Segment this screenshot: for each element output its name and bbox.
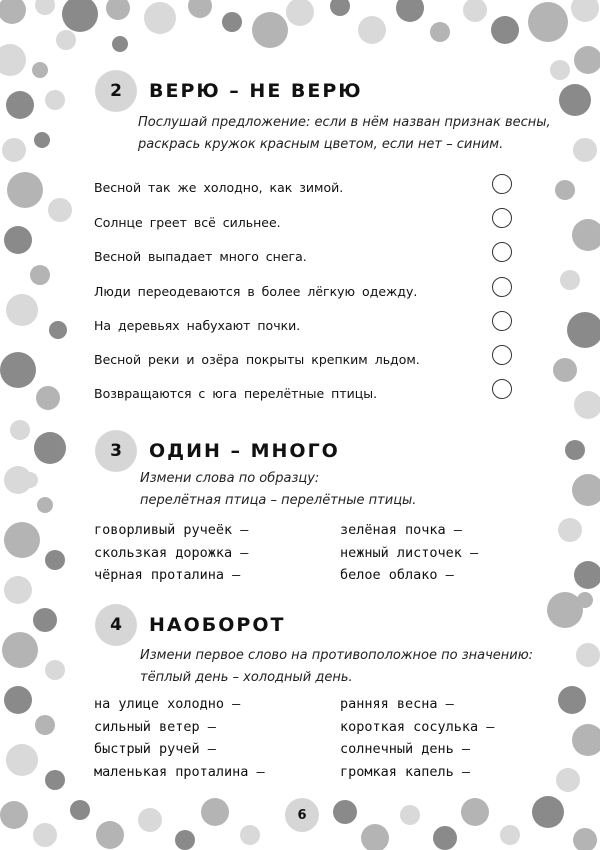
section-3-right-2: нежный листочек – xyxy=(340,545,479,561)
section-4-right-2: короткая сосулька – xyxy=(340,719,495,735)
section-2-instruction-line1: Послушай предложение: если в нём назван признак весны, xyxy=(138,115,551,130)
section-3-header xyxy=(95,430,340,472)
statement-4: Люди переодеваются в более лёгкую одежду. xyxy=(94,284,418,299)
statement-1: Весной так же холодно, как зимой. xyxy=(94,180,344,195)
section-4-title: НАОБОРОТ xyxy=(149,614,286,636)
answer-circle-3[interactable] xyxy=(492,242,512,262)
section-4-left-4: маленькая проталина – xyxy=(94,764,265,780)
section-4-right-4: громкая капель – xyxy=(340,764,471,780)
section-4-left-1: на улице холодно – xyxy=(94,696,241,712)
section-3-right-1: зелёная почка – xyxy=(340,522,462,538)
section-4-instruction xyxy=(140,645,533,689)
answer-circle-7[interactable] xyxy=(492,379,512,399)
section-4-left-3: быстрый ручей – xyxy=(94,741,216,757)
section-2-header xyxy=(95,70,363,112)
section-3-instruction-line2: перелётная птица – перелётные птицы. xyxy=(140,493,417,508)
answer-circle-4[interactable] xyxy=(492,277,512,297)
answer-circle-2[interactable] xyxy=(492,208,512,228)
section-4-left-2: сильный ветер – xyxy=(94,719,216,735)
section-3-left-2: скользкая дорожка – xyxy=(94,545,249,561)
section-4-instruction-line2: тёплый день – холодный день. xyxy=(140,670,353,685)
statement-3: Весной выпадает много снега. xyxy=(94,249,307,264)
section-2-title: ВЕРЮ – НЕ ВЕРЮ xyxy=(149,80,363,102)
section-3-instruction xyxy=(140,468,416,512)
page-number: 6 xyxy=(285,798,319,832)
section-2-instruction-line2: раскрась кружок красным цветом, если нет – синим. xyxy=(138,137,504,152)
section-4-instruction-line1: Измени первое слово на противоположное по значению: xyxy=(140,648,534,663)
section-3-number: 3 xyxy=(95,430,137,472)
section-2-number: 2 xyxy=(95,70,137,112)
section-3-title: ОДИН – МНОГО xyxy=(149,440,340,462)
statement-6: Весной реки и озёра покрыты крепким льдом. xyxy=(94,352,420,367)
section-3-instruction-line1: Измени слова по образцу: xyxy=(140,471,320,486)
answer-circle-5[interactable] xyxy=(492,311,512,331)
section-4-header xyxy=(95,604,285,646)
answer-circle-1[interactable] xyxy=(492,174,512,194)
section-4-right-3: солнечный день – xyxy=(340,741,471,757)
statement-2: Солнце греет всё сильнее. xyxy=(94,215,281,230)
section-3-left-3: чёрная проталина – xyxy=(94,567,241,583)
section-4-right-1: ранняя весна – xyxy=(340,696,454,712)
section-2-instruction xyxy=(138,112,551,156)
statement-7: Возвращаются с юга перелётные птицы. xyxy=(94,386,378,401)
section-4-number: 4 xyxy=(95,604,137,646)
section-3-right-3: белое облако – xyxy=(340,567,454,583)
answer-circle-6[interactable] xyxy=(492,345,512,365)
section-3-left-1: говорливый ручеёк – xyxy=(94,522,249,538)
statement-5: На деревьях набухают почки. xyxy=(94,318,301,333)
